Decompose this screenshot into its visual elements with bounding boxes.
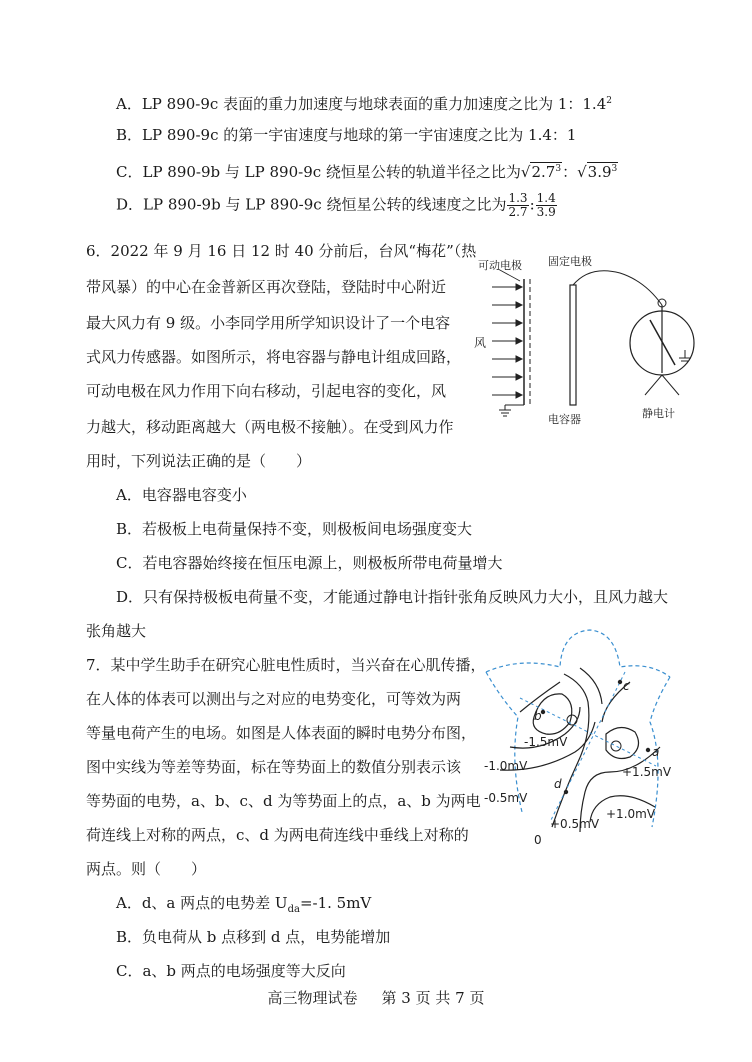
label-minus-0-5: -0.5mV bbox=[484, 791, 528, 805]
q5-option-c bbox=[116, 158, 618, 183]
q7-option-c: C．a、b 两点的电场强度等大反向 bbox=[116, 962, 346, 980]
fraction-1 bbox=[507, 192, 528, 219]
q6-line-2: 带风暴）的中心在金普新区再次登陆，登陆时中心附近 bbox=[86, 278, 447, 296]
label-zero: 0 bbox=[534, 833, 542, 847]
q6-option-b: B．若极板上电荷量保持不变，则极板间电场强度变大 bbox=[116, 520, 473, 538]
point-c-label: c bbox=[623, 679, 630, 693]
q7-line-5: 等势面的电势，a、b、c、d 为等势面上的点，a、b 为两电 bbox=[86, 792, 481, 810]
q6-option-d-cont: 张角越大 bbox=[86, 622, 147, 640]
q5-option-b: B．LP 890-9c 的第一宇宙速度与地球的第一宇宙速度之比为 1.4：1 bbox=[116, 126, 577, 144]
connecting-wire bbox=[573, 271, 662, 305]
page-footer bbox=[0, 987, 752, 1008]
label-minus-1-5: -1.5mV bbox=[524, 735, 568, 749]
label-minus-1-0: -1.0mV bbox=[484, 759, 528, 773]
capacitor-sensor-figure bbox=[470, 255, 720, 425]
label-plus-0-5: +0.5mV bbox=[550, 817, 600, 831]
q7-option-a-text: A．d、a 两点的电势差 U bbox=[116, 894, 288, 912]
q6-line-6: 力越大，移动距离越大（两电极不接触）。在受到风力作 bbox=[86, 418, 454, 436]
q7-option-a-suffix: =-1. 5mV bbox=[299, 894, 372, 912]
fraction-2-num: 1.4 bbox=[536, 191, 556, 205]
potential-distribution-figure bbox=[480, 622, 680, 852]
q5-option-c-sep: ： bbox=[562, 163, 578, 181]
q7-line-3: 等量电荷产生的电场。如图是人体表面的瞬时电势分布图， bbox=[86, 724, 477, 742]
label-plus-1-5: +1.5mV bbox=[622, 765, 672, 779]
q5-option-d-sep: : bbox=[529, 195, 535, 214]
q6-line-4: 式风力传感器。如图所示，将电容器与静电计组成回路， bbox=[86, 348, 462, 366]
q6-option-d: D．只有保持极板电荷量不变，才能通过静电计指针张角反映风力大小，且风力越大 bbox=[116, 588, 669, 606]
sqrt-1-exp: 3 bbox=[555, 164, 562, 174]
fraction-1-den: 2.7 bbox=[508, 205, 528, 219]
fixed-electrode-label: 固定电极 bbox=[548, 255, 592, 268]
footer-subject: 高三物理试卷 bbox=[267, 989, 358, 1007]
fraction-1-num: 1.3 bbox=[508, 191, 528, 205]
point-b-label: b bbox=[534, 709, 542, 723]
q5-option-a bbox=[116, 90, 612, 115]
q6-option-a: A．电容器电容变小 bbox=[116, 486, 247, 504]
charge-right bbox=[611, 741, 621, 751]
point-a-dot bbox=[646, 748, 650, 752]
wind-label: 风 bbox=[474, 336, 487, 350]
point-d-label: d bbox=[554, 777, 562, 791]
footer-page: 第 3 页 共 7 页 bbox=[381, 989, 485, 1007]
sqrt-2-radicand: 3.9 bbox=[587, 163, 612, 181]
q6-option-c: C．若电容器始终接在恒压电源上，则极板所带电荷量增大 bbox=[116, 554, 503, 572]
q5-option-d bbox=[116, 192, 558, 219]
q6-line-5: 可动电极在风力作用下向右移动，引起电容的变化，风 bbox=[86, 382, 447, 400]
q7-option-a bbox=[116, 892, 371, 921]
fraction-2 bbox=[536, 192, 557, 219]
q7-option-b: B．负电荷从 b 点移到 d 点，电势能增加 bbox=[116, 928, 391, 946]
point-c-dot bbox=[618, 680, 622, 684]
label-plus-1-0: +1.0mV bbox=[606, 807, 656, 821]
capacitor-label: 电容器 bbox=[548, 413, 581, 425]
q7-line-2: 在人体的体表可以测出与之对应的电势变化，可等效为两 bbox=[86, 690, 462, 708]
sqrt-2-exp: 3 bbox=[611, 164, 618, 174]
sqrt-1: $√2.7^3$ bbox=[520, 163, 562, 181]
q7-line-7: 两点。则（ ） bbox=[86, 860, 207, 878]
point-d-dot bbox=[564, 790, 568, 794]
q7-line-6: 荷连线上对称的两点，c、d 为两电荷连线中垂线上对称的 bbox=[86, 826, 469, 844]
point-a-label: a bbox=[652, 745, 660, 759]
fixed-plate bbox=[570, 285, 576, 405]
sqrt-2: $√3.9^3$ bbox=[577, 163, 618, 181]
q7-line-1: 7．某中学生助手在研究心脏电性质时，当兴奋在心肌传播， bbox=[86, 656, 486, 674]
q6-line-7: 用时，下列说法正确的是（ ） bbox=[86, 452, 312, 470]
charge-left bbox=[567, 715, 577, 725]
sqrt-1-radicand: 2.7 bbox=[531, 163, 556, 181]
q5-option-a-sup: 2 bbox=[606, 96, 612, 106]
q6-line-3: 最大风力有 9 级。小李同学用所学知识设计了一个电容 bbox=[86, 314, 451, 332]
electrometer-label: 静电计 bbox=[642, 407, 675, 420]
fraction-2-den: 3.9 bbox=[536, 205, 556, 219]
q5-option-c-text: C．LP 890-9b 与 LP 890-9c 绕恒星公转的轨道半径之比为 bbox=[116, 163, 521, 181]
movable-electrode-label: 可动电极 bbox=[478, 259, 522, 272]
wind-arrows bbox=[492, 284, 522, 398]
q5-option-d-text: D．LP 890-9b 与 LP 890-9c 绕恒星公转的线速度之比为 bbox=[116, 195, 507, 214]
q5-option-a-text: A．LP 890-9c 表面的重力加速度与地球表面的重力加速度之比为 1：1.4 bbox=[116, 95, 607, 113]
q6-line-1: 6．2022 年 9 月 16 日 12 时 40 分前后，台风“梅花”（热 bbox=[86, 242, 477, 260]
q7-line-4: 图中实线为等差等势面，标在等势面上的数值分别表示该 bbox=[86, 758, 462, 776]
q7-option-a-sub: da bbox=[287, 904, 300, 915]
